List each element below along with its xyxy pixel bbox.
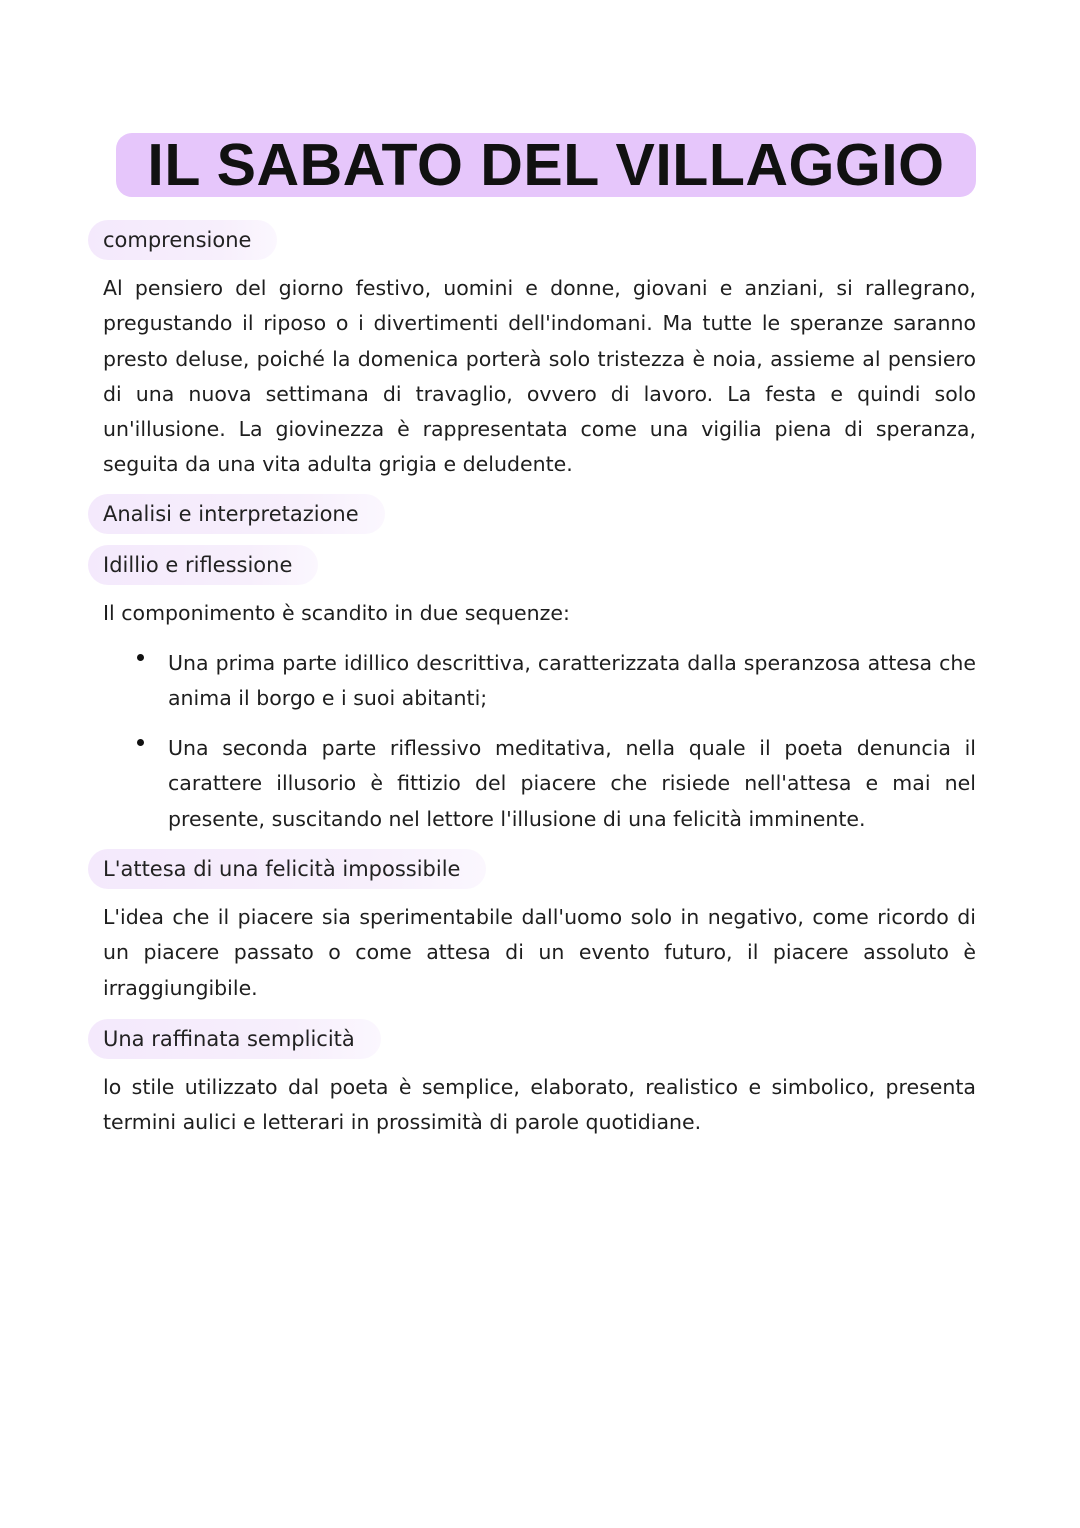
list-item-text: Una prima parte idillico descrittiva, caratterizzata dalla speranzosa attesa che anima il borgo e i suoi abitanti; xyxy=(168,651,976,711)
paragraph-idillio-intro: Il componimento è scandito in due sequenze: xyxy=(103,601,570,625)
heading-idillio: Idillio e riflessione xyxy=(88,545,318,585)
heading-semplicita: Una raffinata semplicità xyxy=(88,1019,381,1059)
paragraph-attesa: L'idea che il piacere sia sperimentabile dall'uomo solo in negativo, come ricordo di un piacere passato o come attesa di un evento futuro, il piacere assoluto è irraggiungibile. xyxy=(103,905,976,1000)
list-item-text: Una seconda parte riflessivo meditativa, nella quale il poeta denuncia il carattere illusorio è fittizio del piacere che risiede nell'attesa e mai nel presente, suscitando nel lettore l'illusione di una felicità imminente. xyxy=(168,736,976,831)
heading-attesa: L'attesa di una felicità impossibile xyxy=(88,849,486,889)
bullet-dot-icon xyxy=(137,739,144,746)
bullet-dot-icon xyxy=(137,654,144,661)
paragraph-semplicita: lo stile utilizzato dal poeta è semplice, elaborato, realistico e simbolico, presenta termini aulici e letterari in prossimità di parole quotidiane. xyxy=(103,1075,976,1135)
heading-comprensione: comprensione xyxy=(88,220,277,260)
heading-analisi: Analisi e interpretazione xyxy=(88,494,385,534)
page-title: IL SABATO DEL VILLAGGIO xyxy=(147,131,945,198)
list-item xyxy=(168,731,976,837)
paragraph-comprensione: Al pensiero del giorno festivo, uomini e donne, giovani e anziani, si rallegrano, pregustando il riposo o i divertimenti dell'indomani. Ma tutte le speranze saranno presto deluse, poiché la domenica porterà solo tristezza è noia, assieme al pensiero di una nuova settimana di travaglio, ovvero di lavoro. La festa e quindi solo un'illusione. La giovinezza è rappresentata come una vigilia piena di speranza, seguita da una vita adulta grigia e deludente. xyxy=(103,276,976,477)
title-highlight xyxy=(116,133,976,197)
list-item xyxy=(168,646,976,717)
